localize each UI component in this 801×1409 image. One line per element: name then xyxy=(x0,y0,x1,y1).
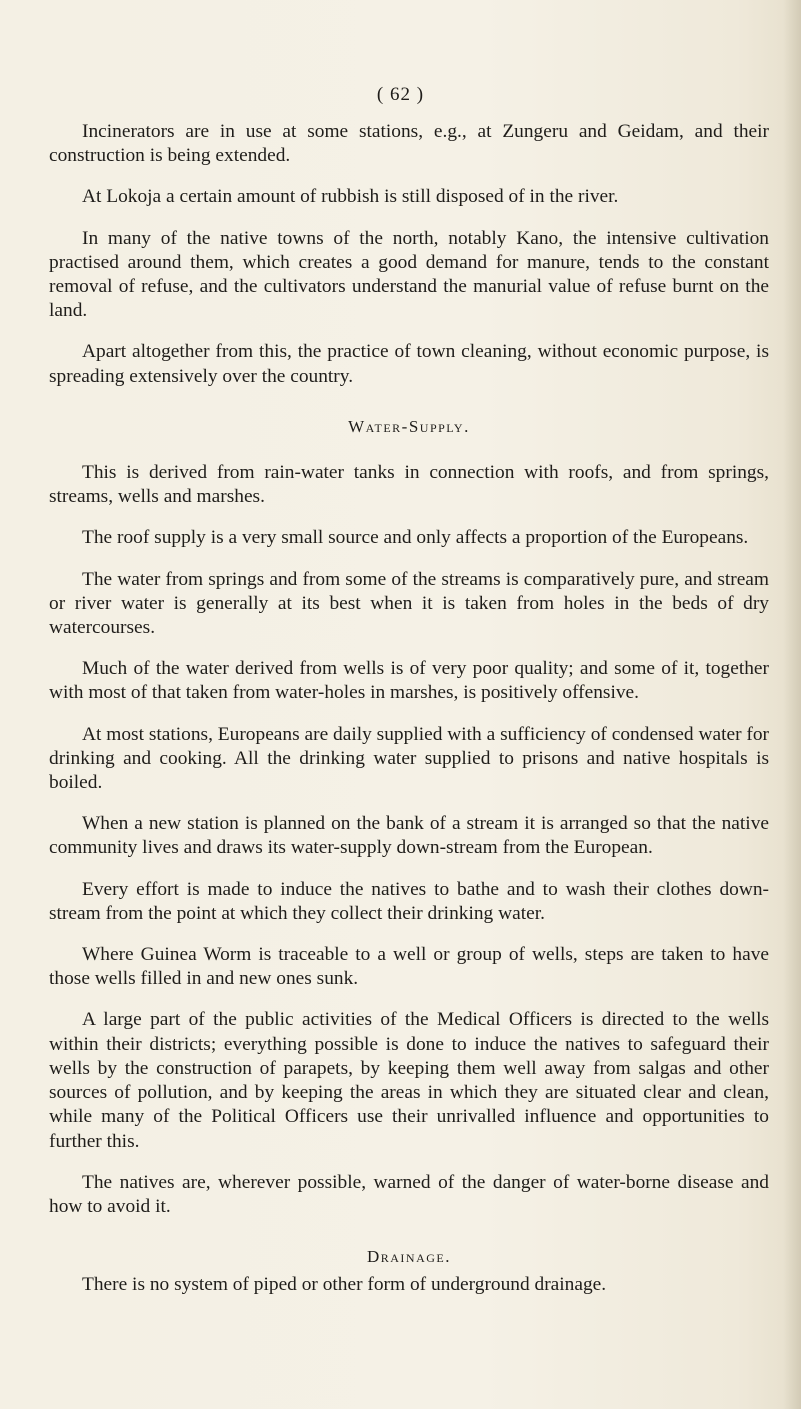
paragraph-warnings xyxy=(49,1171,769,1219)
paragraph-medical-officers xyxy=(49,1008,769,1153)
paragraph-guinea-worm xyxy=(49,943,769,991)
paragraph-text: In many of the native towns of the north, notably Kano, the intensive cultivation practised around them, which creates a good demand for manure, tends to the constant removal of refuse, and the cultivators understand the manurial value of refuse burnt on the land. xyxy=(49,227,769,322)
paragraph-text: At Lokoja a certain amount of rubbish is still disposed of in the river. xyxy=(82,186,619,208)
paragraph-roof-supply xyxy=(49,526,769,550)
paragraph-town-cleaning xyxy=(49,340,769,388)
section-heading-water-supply: Water-Supply. xyxy=(348,416,470,436)
paragraph-text: The natives are, wherever possible, warned of the danger of water-borne disease and how to avoid it. xyxy=(49,1171,769,1217)
paragraph-text: Much of the water derived from wells is of very poor quality; and some of it, together with most of that taken from water-holes in marshes, is positively offensive. xyxy=(49,658,769,704)
paragraph-text: Incinerators are in use at some stations, e.g., at Zungeru and Geidam, and their construction is being extended. xyxy=(49,121,769,167)
paragraph-incinerators xyxy=(49,120,769,168)
paragraph-kano xyxy=(49,227,769,324)
paragraph-new-station xyxy=(49,812,769,860)
paragraph-text: Where Guinea Worm is traceable to a well or group of wells, steps are taken to have those wells filled in and new ones sunk. xyxy=(49,944,769,990)
section-heading-drainage: Drainage. xyxy=(366,1247,452,1267)
paragraph-text: This is derived from rain-water tanks in connection with roofs, and from springs, streams, wells and marshes. xyxy=(49,462,769,508)
body-text xyxy=(49,120,769,1298)
paragraph-text: At most stations, Europeans are daily supplied with a sufficiency of condensed water for drinking and cooking. All the drinking water supplied to prisons and native hospitals is boiled. xyxy=(49,723,769,794)
paragraph-text: A large part of the public activities of the Medical Officers is directed to the wells within their districts; everything possible is done to induce the natives to safeguard their wells by the construction of parapets, by keeping them well away from salgas and other sources of pollution, and by keeping the areas in which they are situated clear and clean, while many of the Political Officers use their unrivalled influence and opportunities to further this. xyxy=(49,1009,769,1152)
paragraph-bathing xyxy=(49,878,769,926)
paragraph-text: Every effort is made to induce the natives to bathe and to wash their clothes down-stream from the point at which they collect their drinking water. xyxy=(49,878,769,924)
paragraph-text: The roof supply is a very small source and only affects a proportion of the Europeans. xyxy=(82,527,749,549)
paragraph-drainage xyxy=(49,1273,769,1297)
paragraph-water-sources xyxy=(49,461,769,509)
paragraph-condensed-water xyxy=(49,723,769,796)
paragraph-wells xyxy=(49,657,769,705)
page-number: ( 62 ) xyxy=(376,84,425,105)
paragraph-lokoja xyxy=(49,185,769,209)
paragraph-text: The water from springs and from some of the streams is comparatively pure, and stream or river water is generally at its best when it is taken from holes in the beds of dry watercourses. xyxy=(49,568,769,639)
paragraph-springs xyxy=(49,568,769,641)
paragraph-text: When a new station is planned on the bank of a stream it is arranged so that the native community lives and draws its water-supply down-stream from the European. xyxy=(49,813,769,859)
page-edge-shadow xyxy=(783,0,801,1409)
paragraph-text: There is no system of piped or other form of underground drainage. xyxy=(82,1274,607,1296)
paragraph-text: Apart altogether from this, the practice of town cleaning, without economic purpose, is spreading extensively over the country. xyxy=(49,341,769,387)
